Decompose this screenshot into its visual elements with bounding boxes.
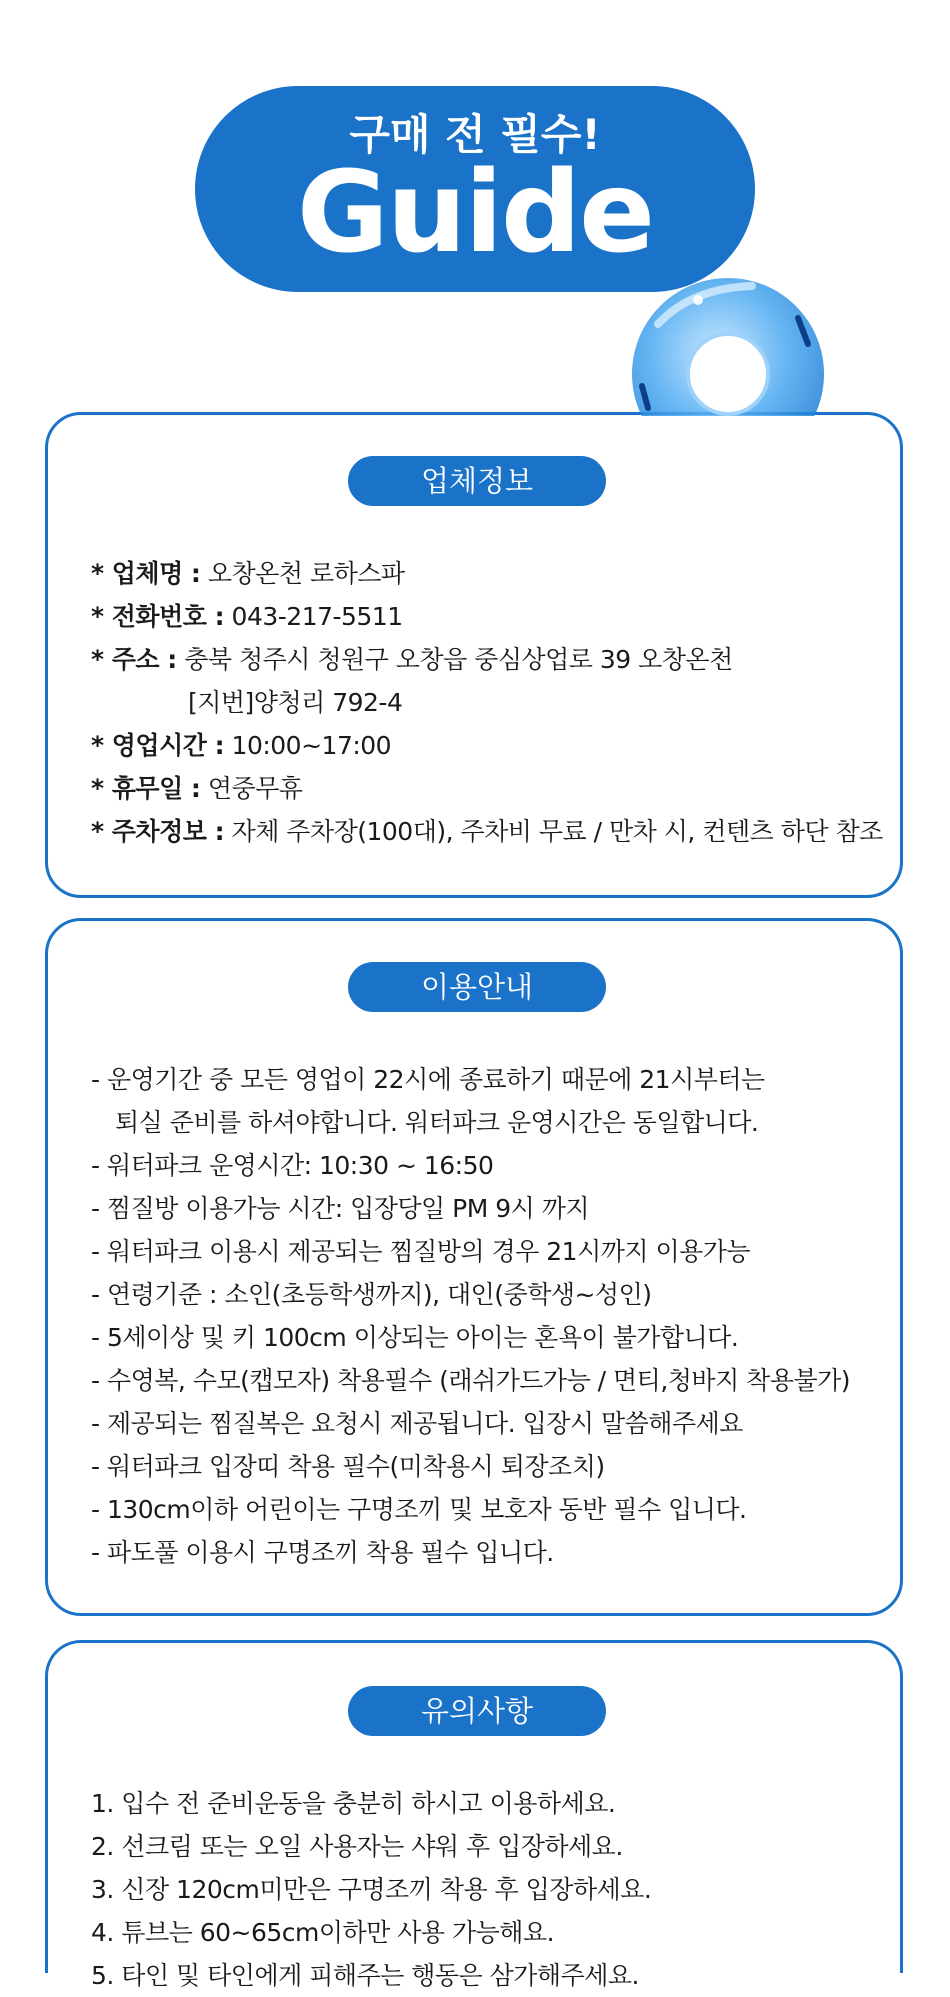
list-item: - 제공되는 찜질복은 요청시 제공됩니다. 입장시 말씀해주세요 — [91, 1409, 743, 1438]
company-parking-label: * 주차정보 : — [91, 817, 225, 846]
company-info-list — [91, 552, 890, 853]
company-name-label: * 업체명 : — [91, 559, 201, 588]
company-hours-label: * 영업시간 : — [91, 731, 225, 760]
usage-guide-list — [91, 1058, 890, 1574]
list-item: 1. 입수 전 준비운동을 충분히 하시고 이용하세요. — [91, 1789, 616, 1818]
company-address-row — [91, 638, 890, 681]
list-item: - 찜질방 이용가능 시간: 입장당일 PM 9시 까지 — [91, 1194, 590, 1223]
company-parking-row — [91, 810, 890, 853]
usage-guide-card — [45, 918, 903, 1616]
list-item: - 파도풀 이용시 구명조끼 착용 필수 입니다. — [91, 1538, 554, 1567]
company-hours-value: 10:00~17:00 — [231, 731, 392, 760]
company-hours-row — [91, 724, 890, 767]
guide-subtitle: 구매 전 필수! — [349, 110, 601, 159]
list-item: - 워터파크 운영시간: 10:30 ~ 16:50 — [91, 1151, 494, 1180]
company-name-value: 오창온천 로하스파 — [207, 559, 405, 588]
list-item: - 워터파크 입장띠 착용 필수(미착용시 퇴장조치) — [91, 1452, 605, 1481]
list-item: 퇴실 준비를 하셔야합니다. 워터파크 운영시간은 동일합니다. — [115, 1108, 759, 1137]
guide-title: Guide — [296, 148, 654, 278]
list-item: - 130cm이하 어린이는 구명조끼 및 보호자 동반 필수 입니다. — [91, 1495, 747, 1524]
list-item: - 5세이상 및 키 100cm 이상되는 아이는 혼욕이 불가합니다. — [91, 1323, 739, 1352]
list-item: - 워터파크 이용시 제공되는 찜질방의 경우 21시까지 이용가능 — [91, 1237, 751, 1266]
swim-ring-icon — [612, 258, 844, 416]
company-phone-value: 043-217-5511 — [231, 602, 403, 631]
cautions-heading: 유의사항 — [348, 1686, 606, 1736]
cautions-card — [45, 1640, 903, 1990]
list-item: 2. 선크림 또는 오일 사용자는 샤워 후 입장하세요. — [91, 1832, 623, 1861]
company-phone-label: * 전화번호 : — [91, 602, 225, 631]
company-holiday-row — [91, 767, 890, 810]
company-holiday-value: 연중무휴 — [207, 774, 303, 803]
list-item: 3. 신장 120cm미만은 구명조끼 착용 후 입장하세요. — [91, 1875, 652, 1904]
list-item: - 운영기간 중 모든 영업이 22시에 종료하기 때문에 21시부터는 — [91, 1065, 765, 1094]
company-address-value: 충북 청주시 청원구 오창읍 중심상업로 39 오창온천 — [184, 645, 733, 674]
cautions-list — [91, 1782, 890, 1997]
list-item: - 연령기준 : 소인(초등학생까지), 대인(중학생~성인) — [91, 1280, 652, 1309]
company-holiday-label: * 휴무일 : — [91, 774, 201, 803]
company-address-label: * 주소 : — [91, 645, 177, 674]
list-item: 4. 튜브는 60~65cm이하만 사용 가능해요. — [91, 1918, 555, 1947]
company-info-heading: 업체정보 — [348, 456, 606, 506]
company-parking-value: 자체 주차장(100대), 주차비 무료 / 만차 시, 컨텐츠 하단 참조 — [231, 817, 883, 846]
company-phone-row — [91, 595, 890, 638]
company-info-card — [45, 412, 903, 898]
list-item: - 수영복, 수모(캡모자) 착용필수 (래쉬가드가능 / 면티,청바지 착용불가) — [91, 1366, 851, 1395]
company-name-row — [91, 552, 890, 595]
list-item: 5. 타인 및 타인에게 피해주는 행동은 삼가해주세요. — [91, 1961, 639, 1990]
company-address-lot: [지번]양청리 792-4 — [188, 688, 403, 717]
usage-guide-heading: 이용안내 — [348, 962, 606, 1012]
